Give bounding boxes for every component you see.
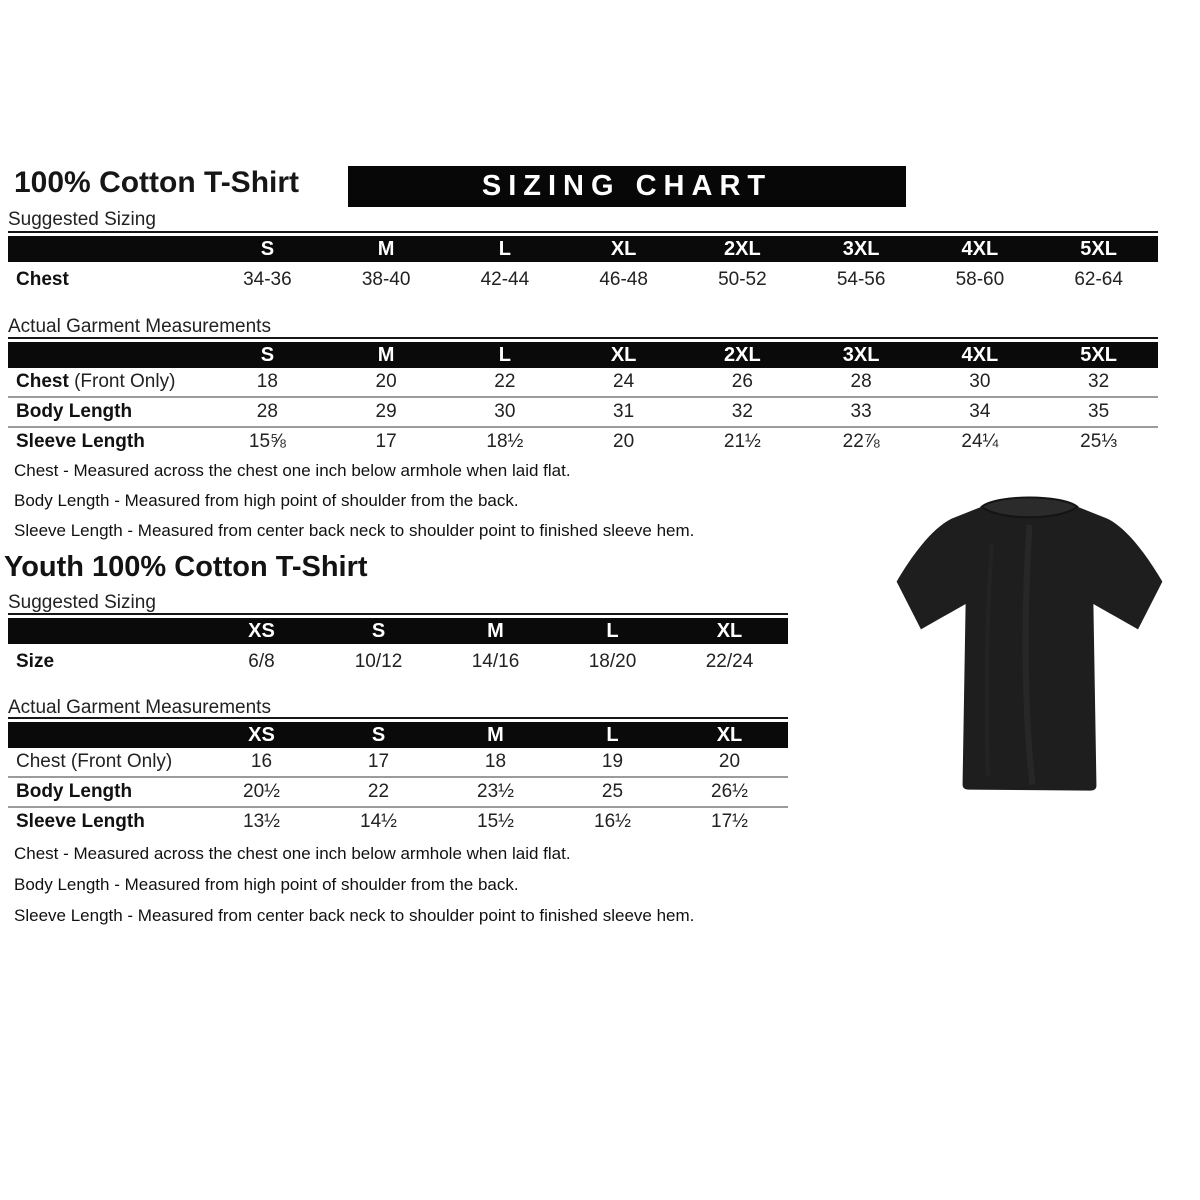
row-label: Sleeve Length <box>16 811 145 832</box>
youth-actual-section-label: Actual Garment Measurements <box>8 697 271 718</box>
measurement-value: 38-40 <box>361 269 411 290</box>
youth-suggested-table <box>8 613 788 680</box>
size-col-header: XS <box>248 723 275 746</box>
measurement-value: 20 <box>375 371 397 392</box>
size-col-header: 5XL <box>1080 237 1117 260</box>
measurement-value: 17½ <box>711 811 748 832</box>
measurement-value: 6/8 <box>248 651 275 672</box>
note-line: Body Length - Measured from high point of shoulder from the back. <box>14 491 519 510</box>
size-col-header: 4XL <box>961 237 999 260</box>
measurement-value: 22 <box>494 371 516 392</box>
size-col-header: XS <box>248 619 275 642</box>
measurement-value: 15⅝ <box>248 431 286 452</box>
adult-actual-section-label: Actual Garment Measurements <box>8 316 271 337</box>
size-col-header: 3XL <box>842 237 880 260</box>
table-row <box>8 262 1158 298</box>
measurement-value: 62-64 <box>1074 269 1123 290</box>
size-col-header: S <box>371 619 386 642</box>
table-row <box>8 748 788 776</box>
size-col-header: M <box>487 723 504 746</box>
measurement-value: 24 <box>613 371 635 392</box>
youth-section-title: Youth 100% Cotton T-Shirt <box>4 551 368 583</box>
row-label: Size <box>16 651 55 672</box>
size-col-header: M <box>487 619 504 642</box>
note-line: Sleeve Length - Measured from center back neck to shoulder point to finished sleeve hem. <box>14 521 695 540</box>
measurement-value: 17 <box>367 751 390 772</box>
sizing-chart-banner <box>348 166 906 207</box>
size-col-header: XL <box>716 619 743 642</box>
note-line: Chest - Measured across the chest one inch below armhole when laid flat. <box>14 844 571 863</box>
table-row <box>8 806 788 836</box>
measurement-value: 50-52 <box>718 269 767 290</box>
table-row <box>8 426 1158 456</box>
measurement-value: 28 <box>850 371 872 392</box>
measurement-value: 17 <box>375 431 397 452</box>
row-label: Body Length <box>16 401 133 422</box>
measurement-value: 26 <box>731 371 753 392</box>
measurement-value: 29 <box>375 401 397 422</box>
measurement-value: 46-48 <box>599 269 648 290</box>
measurement-value: 24¼ <box>961 431 999 452</box>
measurement-value: 32 <box>1088 371 1110 392</box>
measurement-value: 42-44 <box>480 269 530 290</box>
measurement-value: 26½ <box>711 781 748 802</box>
measurement-value: 14/16 <box>471 651 520 672</box>
youth-suggested-header-row <box>8 618 788 644</box>
measurement-value: 28 <box>256 401 278 422</box>
page-title: 100% Cotton T-Shirt <box>14 166 300 199</box>
size-col-header: S <box>371 723 386 746</box>
size-col-header: S <box>260 237 275 260</box>
measurement-value: 34-36 <box>243 269 292 290</box>
measurement-value: 15½ <box>477 811 514 832</box>
measurement-value: 20½ <box>243 781 280 802</box>
measurement-value: 22 <box>367 781 390 802</box>
tshirt-collar <box>982 498 1077 518</box>
size-col-header: L <box>498 237 511 260</box>
measurement-value: 22/24 <box>705 651 754 672</box>
table-row <box>8 396 1158 426</box>
row-label: Body Length <box>16 781 133 802</box>
measurement-value: 32 <box>731 401 753 422</box>
measurement-value: 25 <box>601 781 624 802</box>
size-col-header: S <box>260 343 275 366</box>
size-col-header: 2XL <box>724 237 761 260</box>
youth-actual-header-row <box>8 722 788 748</box>
measurement-value: 35 <box>1088 401 1110 422</box>
size-col-header: M <box>377 237 395 260</box>
note-line: Chest - Measured across the chest one inch below armhole when laid flat. <box>14 461 571 480</box>
measurement-value: 18 <box>256 371 278 392</box>
measurement-value: 10/12 <box>354 651 403 672</box>
row-label: Chest (Front Only) <box>16 751 173 772</box>
youth-measurement-notes <box>14 838 694 931</box>
measurement-value: 16 <box>250 751 273 772</box>
measurement-value: 18 <box>484 751 507 772</box>
measurement-value: 14½ <box>360 811 397 832</box>
measurement-value: 31 <box>613 401 635 422</box>
note-line: Sleeve Length - Measured from center back neck to shoulder point to finished sleeve hem. <box>14 906 695 925</box>
note-line: Body Length - Measured from high point of shoulder from the back. <box>14 875 519 894</box>
size-col-header: L <box>606 619 619 642</box>
measurement-value: 13½ <box>243 811 280 832</box>
row-label: Chest (Front Only) <box>16 371 176 392</box>
measurement-value: 54-56 <box>836 269 886 290</box>
adult-actual-header-row <box>8 342 1158 368</box>
measurement-value: 30 <box>494 401 516 422</box>
adult-suggested-header-row <box>8 236 1158 262</box>
size-col-header: 3XL <box>842 343 880 366</box>
measurement-value: 19 <box>601 751 624 772</box>
adult-suggested-section-label: Suggested Sizing <box>8 209 156 230</box>
table-row <box>8 776 788 806</box>
tshirt-graphic <box>862 462 1197 817</box>
adult-actual-table <box>8 337 1158 456</box>
measurement-value: 25⅓ <box>1080 431 1118 452</box>
measurement-value: 20 <box>718 751 741 772</box>
tshirt-image <box>862 462 1197 817</box>
measurement-value: 20 <box>613 431 635 452</box>
row-label-suffix: (Front Only) <box>74 371 176 392</box>
table-row <box>8 644 788 680</box>
size-col-header: XL <box>716 723 743 746</box>
adult-suggested-table <box>8 231 1158 298</box>
measurement-value: 18½ <box>486 431 524 452</box>
row-label: Sleeve Length <box>16 431 145 452</box>
size-col-header: M <box>377 343 395 366</box>
measurement-value: 18/20 <box>588 651 637 672</box>
size-col-header: L <box>498 343 511 366</box>
size-col-header: 5XL <box>1080 343 1117 366</box>
measurement-value: 33 <box>850 401 872 422</box>
sizing-chart-banner-text: SIZING CHART <box>481 170 773 202</box>
measurement-value: 16½ <box>594 811 631 832</box>
youth-suggested-section-label: Suggested Sizing <box>8 592 156 613</box>
measurement-value: 22⅞ <box>842 431 880 452</box>
size-col-header: XL <box>610 237 637 260</box>
row-label: Chest <box>16 269 69 290</box>
size-col-header: L <box>606 723 619 746</box>
adult-measurement-notes <box>14 456 694 546</box>
measurement-value: 58-60 <box>955 269 1005 290</box>
youth-actual-table <box>8 717 788 836</box>
measurement-value: 23½ <box>477 781 514 802</box>
measurement-value: 21½ <box>723 431 761 452</box>
size-col-header: 2XL <box>724 343 761 366</box>
size-col-header: 4XL <box>961 343 999 366</box>
table-row <box>8 368 1158 396</box>
size-col-header: XL <box>610 343 637 366</box>
measurement-value: 34 <box>969 401 991 422</box>
measurement-value: 30 <box>969 371 991 392</box>
